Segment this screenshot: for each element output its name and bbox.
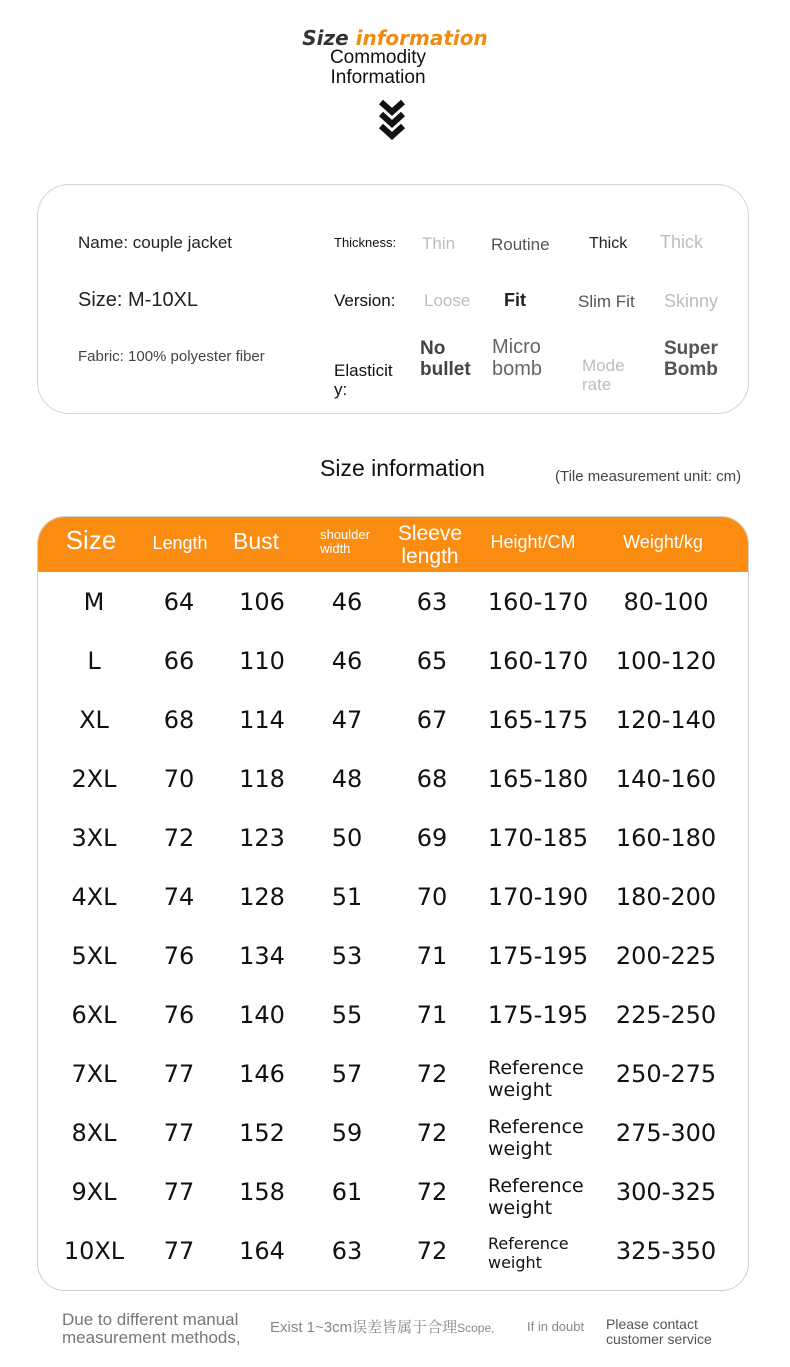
- cell-shoulder: 47: [331, 706, 363, 734]
- cell-length: 70: [163, 765, 195, 793]
- cell-weight: 225-250: [615, 1001, 717, 1029]
- cell-height: Reference weight: [488, 1234, 569, 1272]
- cell-size: 4XL: [71, 883, 117, 911]
- elasticity-option-super-bomb: Super Bomb: [664, 338, 718, 380]
- cell-sleeve: 71: [416, 942, 448, 970]
- cell-length: 77: [163, 1060, 195, 1088]
- footer-note-part2: Exist 1~3cm误差皆属于合理Scope,: [270, 1319, 495, 1336]
- elasticity-label: Elasticit y:: [334, 361, 393, 399]
- cell-length: 77: [163, 1119, 195, 1147]
- cell-weight: 80-100: [623, 588, 709, 616]
- subtitle-line1: Commodity: [329, 47, 427, 68]
- cell-length: 76: [163, 942, 195, 970]
- cell-bust: 146: [239, 1060, 285, 1088]
- cell-length: 66: [163, 647, 195, 675]
- thickness-label: Thickness:: [334, 235, 397, 250]
- cell-shoulder: 50: [331, 824, 363, 852]
- cell-length: 77: [163, 1178, 195, 1206]
- cell-weight: 325-350: [615, 1237, 717, 1265]
- version-option-loose: Loose: [424, 291, 471, 310]
- cell-height: 160-170: [487, 647, 589, 675]
- size-table-header: [38, 517, 748, 572]
- cell-length: 77: [163, 1237, 195, 1265]
- product-fabric: Fabric: 100% polyester fiber: [78, 348, 265, 365]
- size-info-unit: (Tile measurement unit: cm): [555, 468, 742, 485]
- cell-sleeve: 71: [416, 1001, 448, 1029]
- cell-sleeve: 72: [416, 1119, 448, 1147]
- cell-sleeve: 70: [416, 883, 448, 911]
- elasticity-option-micro-bomb: Micro bomb: [492, 336, 543, 380]
- product-size-range: Size: M-10XL: [78, 289, 199, 311]
- cell-size: L: [87, 647, 101, 675]
- cell-shoulder: 59: [331, 1119, 363, 1147]
- cell-length: 72: [163, 824, 195, 852]
- cell-sleeve: 72: [416, 1237, 448, 1265]
- cell-height: Reference weight: [488, 1116, 584, 1160]
- cell-bust: 152: [239, 1119, 285, 1147]
- cell-height: 160-170: [487, 588, 589, 616]
- size-table: [37, 516, 749, 1291]
- header-bust: Bust: [232, 528, 280, 554]
- version-option-slim-fit: Slim Fit: [578, 292, 635, 311]
- cell-height: 165-175: [487, 706, 589, 734]
- thickness-option-thick: Thick: [660, 232, 704, 252]
- cell-shoulder: 57: [331, 1060, 363, 1088]
- cell-shoulder: 53: [331, 942, 363, 970]
- cell-length: 64: [163, 588, 195, 616]
- cell-size: 7XL: [71, 1060, 117, 1088]
- cell-bust: 110: [239, 647, 285, 675]
- version-option-skinny: Skinny: [664, 291, 719, 311]
- cell-size: 9XL: [71, 1178, 117, 1206]
- size-info-title: Size information: [320, 455, 485, 481]
- title-part-information: information: [355, 26, 488, 50]
- cell-height: 170-190: [487, 883, 589, 911]
- cell-bust: 158: [239, 1178, 285, 1206]
- cell-sleeve: 63: [416, 588, 448, 616]
- cell-weight: 100-120: [615, 647, 717, 675]
- triple-chevron-down-icon: [378, 98, 406, 140]
- cell-size: 2XL: [71, 765, 117, 793]
- cell-weight: 180-200: [615, 883, 717, 911]
- cell-shoulder: 46: [331, 647, 363, 675]
- cell-sleeve: 67: [416, 706, 448, 734]
- cell-bust: 128: [239, 883, 285, 911]
- cell-shoulder: 51: [331, 883, 363, 911]
- cell-length: 74: [163, 883, 195, 911]
- cell-height: 165-180: [487, 765, 589, 793]
- cell-sleeve: 72: [416, 1060, 448, 1088]
- thickness-option-thin: Thin: [422, 234, 456, 253]
- cell-size: XL: [79, 706, 109, 734]
- cell-size: 5XL: [71, 942, 117, 970]
- cell-bust: 114: [239, 706, 285, 734]
- header-length: Length: [152, 533, 208, 553]
- thickness-option-thick-selected: Thick: [589, 235, 628, 252]
- cell-bust: 123: [239, 824, 285, 852]
- cell-sleeve: 69: [416, 824, 448, 852]
- cell-shoulder: 48: [331, 765, 363, 793]
- version-label: Version:: [334, 291, 396, 310]
- cell-weight: 160-180: [615, 824, 717, 852]
- footer-note-part4: If in doubt: [527, 1319, 585, 1334]
- product-name: Name: couple jacket: [78, 233, 233, 252]
- cell-shoulder: 63: [331, 1237, 363, 1265]
- cell-height: 175-195: [487, 942, 589, 970]
- cell-weight: 300-325: [615, 1178, 717, 1206]
- cell-length: 68: [163, 706, 195, 734]
- cell-size: 10XL: [63, 1237, 125, 1265]
- header-weight: Weight/kg: [623, 532, 703, 552]
- cell-sleeve: 72: [416, 1178, 448, 1206]
- cell-size: 3XL: [71, 824, 117, 852]
- elasticity-option-no-bullet: No bullet: [420, 338, 471, 380]
- footer-note-part1: Due to different manual measurement methods,: [62, 1310, 241, 1347]
- header-height: Height/CM: [490, 532, 576, 552]
- cell-weight: 120-140: [615, 706, 717, 734]
- cell-bust: 164: [239, 1237, 285, 1265]
- cell-bust: 134: [239, 942, 285, 970]
- version-option-fit-selected: Fit: [504, 290, 526, 310]
- title-part-size: Size: [302, 26, 349, 50]
- header-sleeve-length: Sleeve length: [397, 522, 463, 568]
- cell-weight: 200-225: [615, 942, 717, 970]
- cell-shoulder: 61: [331, 1178, 363, 1206]
- cell-size: 8XL: [71, 1119, 117, 1147]
- cell-height: 175-195: [487, 1001, 589, 1029]
- cell-height: Reference weight: [488, 1175, 584, 1219]
- footer-contact: Please contact customer service: [606, 1316, 712, 1347]
- cell-bust: 106: [239, 588, 285, 616]
- cell-bust: 118: [239, 765, 285, 793]
- cell-size: 6XL: [71, 1001, 117, 1029]
- header-shoulder-width: shoulder width: [320, 527, 370, 556]
- subtitle-line2: Information: [330, 67, 426, 88]
- cell-height: 170-185: [487, 824, 589, 852]
- elasticity-option-moderate: Mode rate: [582, 356, 625, 394]
- thickness-option-routine: Routine: [491, 235, 550, 254]
- cell-height: Reference weight: [488, 1057, 584, 1101]
- header-size: Size: [65, 525, 117, 555]
- cell-length: 76: [163, 1001, 195, 1029]
- cell-shoulder: 55: [331, 1001, 363, 1029]
- cell-sleeve: 65: [416, 647, 448, 675]
- cell-bust: 140: [239, 1001, 285, 1029]
- cell-shoulder: 46: [331, 588, 363, 616]
- cell-size: M: [83, 588, 105, 616]
- cell-weight: 275-300: [615, 1119, 717, 1147]
- cell-sleeve: 68: [416, 765, 448, 793]
- cell-weight: 250-275: [615, 1060, 717, 1088]
- cell-weight: 140-160: [615, 765, 717, 793]
